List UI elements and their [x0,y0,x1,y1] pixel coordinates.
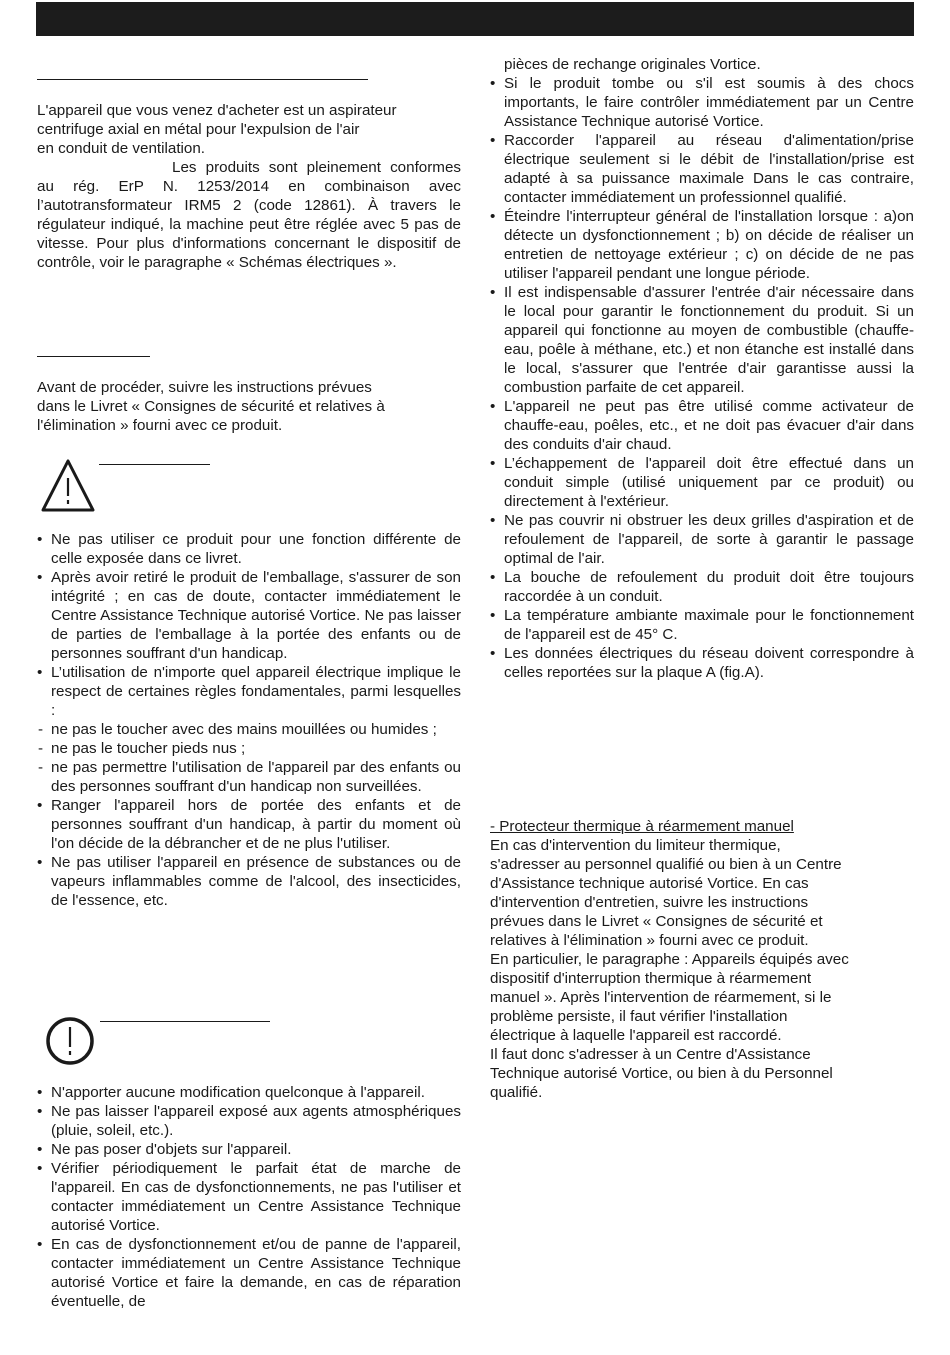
intro-line: en conduit de ventilation. [37,140,206,157]
list-item: • La température ambiante maximale pour le fonctionnement de l'appareil est de 45° C. [490,606,914,644]
text-line: manuel ». Après l'intervention de réarmement, si le [490,989,832,1006]
section-title-rule [37,79,368,80]
safety-intro-line: l'élimination » fourni avec ce produit. [37,417,283,434]
list-item: • Ne pas utiliser l'appareil en présence de substances ou de vapeurs inflammables comme de l'alcool, des insecticides, de l'essence, etc. [37,853,461,910]
list-item: - ne pas le toucher pieds nus ; [37,739,461,758]
safety-intro-line: dans le Livret « Consignes de sécurité et relatives à [37,398,385,415]
warning-triangle-icon [40,458,96,514]
list-item: • La bouche de refoulement du produit doit être toujours raccordée à un conduit. [490,568,914,606]
right-bullet-list [490,74,914,682]
list-item: • L’utilisation de n'importe quel appareil électrique implique le respect de certaines règles fondamentales, parmi lesquelles : [37,663,461,720]
caution-list [37,1083,461,1311]
list-item: - ne pas le toucher avec des mains mouillées ou humides ; [37,720,461,739]
list-item: • Ne pas laisser l'appareil exposé aux agents atmosphériques (pluie, soleil, etc.). [37,1102,461,1140]
intro-line: L'appareil que vous venez d'acheter est un aspirateur [37,102,397,119]
list-item: - ne pas permettre l'utilisation de l'appareil par des enfants ou des personnes souffrant d'un handicap non surveillées. [37,758,461,796]
text-line: d'intervention d'entretien, suivre les instructions [490,894,809,911]
list-item: • Raccorder l'appareil au réseau d'alimentation/prise électrique seulement si le débit de l'installation/prise est adapté à sa puissance maximale Dans le cas contraire, contacter immédiatement un professionnel qualifié. [490,131,914,207]
safety-intro-text [37,378,461,435]
list-item: • Après avoir retiré le produit de l'emballage, s'assurer de son intégrité ; en cas de doute, contacter immédiatement le Centre Assistance Technique autorisé Vortice. Ne pas laisser de parties de l'emballage à la portée des enfants ou de personnes souffrant d'un handicap. [37,568,461,663]
list-item: • Éteindre l'interrupteur général de l'installation lorsque : a)on détecte un dysfonctionnement ; b) on décide de réaliser un entretien de nettoyage extérieur ; c) on décide de ne pas utiliser l'appareil pendant une longue période. [490,207,914,283]
text-line: problème persiste, il faut vérifier l'installation [490,1008,788,1025]
list-item: • Ne pas utiliser ce produit pour une fonction différente de celle exposée dans ce livret. [37,530,461,568]
list-item: • Les données électriques du réseau doivent correspondre à celles reportées sur la plaque A (fig.A). [490,644,914,682]
intro-text [37,101,461,158]
text-line: s'adresser au personnel qualifié ou bien à un Centre [490,856,842,873]
text-line: En particulier, le paragraphe : Appareils équipés avec [490,951,849,968]
text-line: électrique à laquelle l'appareil est raccordé. [490,1027,782,1044]
intro-line: centrifuge axial en métal pour l'expulsion de l'air [37,121,360,138]
safety-title-rule [37,356,150,357]
text-line: Il faut donc s'adresser à un Centre d'Assistance [490,1046,811,1063]
text-line: prévues dans le Livret « Consignes de sécurité et [490,913,823,930]
text-line: d'Assistance technique autorisé Vortice. En cas [490,875,809,892]
list-item: • L'appareil ne peut pas être utilisé comme activateur de chauffe-eau, poêles, etc., et ne doit pas évacuer d'air dans des conduits d'air chaud. [490,397,914,454]
list-item: • Si le produit tombe ou s'il est soumis à des chocs importants, le faire contrôler immédiatement par un Centre Assistance Technique autorisé Vortice. [490,74,914,131]
list-item: • Ne pas couvrir ni obstruer les deux grilles d'aspiration et de refoulement de l'appareil, de sorte à garantir le passage optimal de l'air. [490,511,914,568]
text-line: relatives à l'élimination » fourni avec ce produit. [490,932,809,949]
thermal-protector-heading: - Protecteur thermique à réarmement manuel [490,818,794,835]
list-item: • Ranger l'appareil hors de portée des enfants et de personnes souffrant d'un handicap, à partir du moment où l'on décide de la débrancher et de ne plus l'utiliser. [37,796,461,853]
intro-paragraph: Les produits sont pleinement conformes au rég. ErP N. 1253/2014 en combinaison avec l’autotransformateur IRM5 2 (code 12861). À travers le régulateur indiqué, la machine peut être réglée avec 5 pas de vitesse. Pour plus d'informations concernant le dispositif de contrôle, voir le paragraphe « Schémas électriques ». [37,159,461,271]
list-item: • Il est indispensable d'assurer l'entrée d'air nécessaire dans le local pour garantir le fonctionnement du produit. Si un appareil qui fonctionne au moyen de combustible (chauffe-eau, poêle à méthane, etc.) et non étanche est installé dans le local, s'assurer que l'entrée d'air garantisse aussi la combustion parfaite de cet appareil. [490,283,914,397]
continuation-text: pièces de rechange originales Vortice. [504,56,761,73]
text-line: Technique autorisé Vortice, ou bien à du Personnel [490,1065,833,1082]
safety-intro-line: Avant de procéder, suivre les instructions prévues [37,379,372,396]
text-line: qualifié. [490,1084,543,1101]
thermal-protector-text [490,836,914,1102]
text-line: dispositif d'interruption thermique à réarmement [490,970,812,987]
list-item: • En cas de dysfonctionnement et/ou de panne de l'appareil, contacter immédiatement un Centre Assistance Technique autorisé Vortice et faire la demande, en cas de réparation éventuelle, de [37,1235,461,1311]
list-item: • Vérifier périodiquement le parfait état de marche de l'appareil. En cas de dysfonctionnements, ne pas l'utiliser et contacter immédiatement un Centre Assistance Technique autorisé Vortice. [37,1159,461,1235]
header-bar [36,2,914,36]
list-item: • Ne pas poser d'objets sur l'appareil. [37,1140,461,1159]
warning-title-rule [99,464,210,465]
caution-title-rule [100,1021,270,1022]
exclamation-circle-icon [45,1016,95,1066]
warning-list [37,530,461,910]
list-item: • L’échappement de l'appareil doit être effectué dans un conduit simple (utilisé uniquement par ce produit) ou directement à l'extérieur. [490,454,914,511]
list-item: • N'apporter aucune modification quelconque à l'appareil. [37,1083,461,1102]
text-line: En cas d'intervention du limiteur thermique, [490,837,781,854]
